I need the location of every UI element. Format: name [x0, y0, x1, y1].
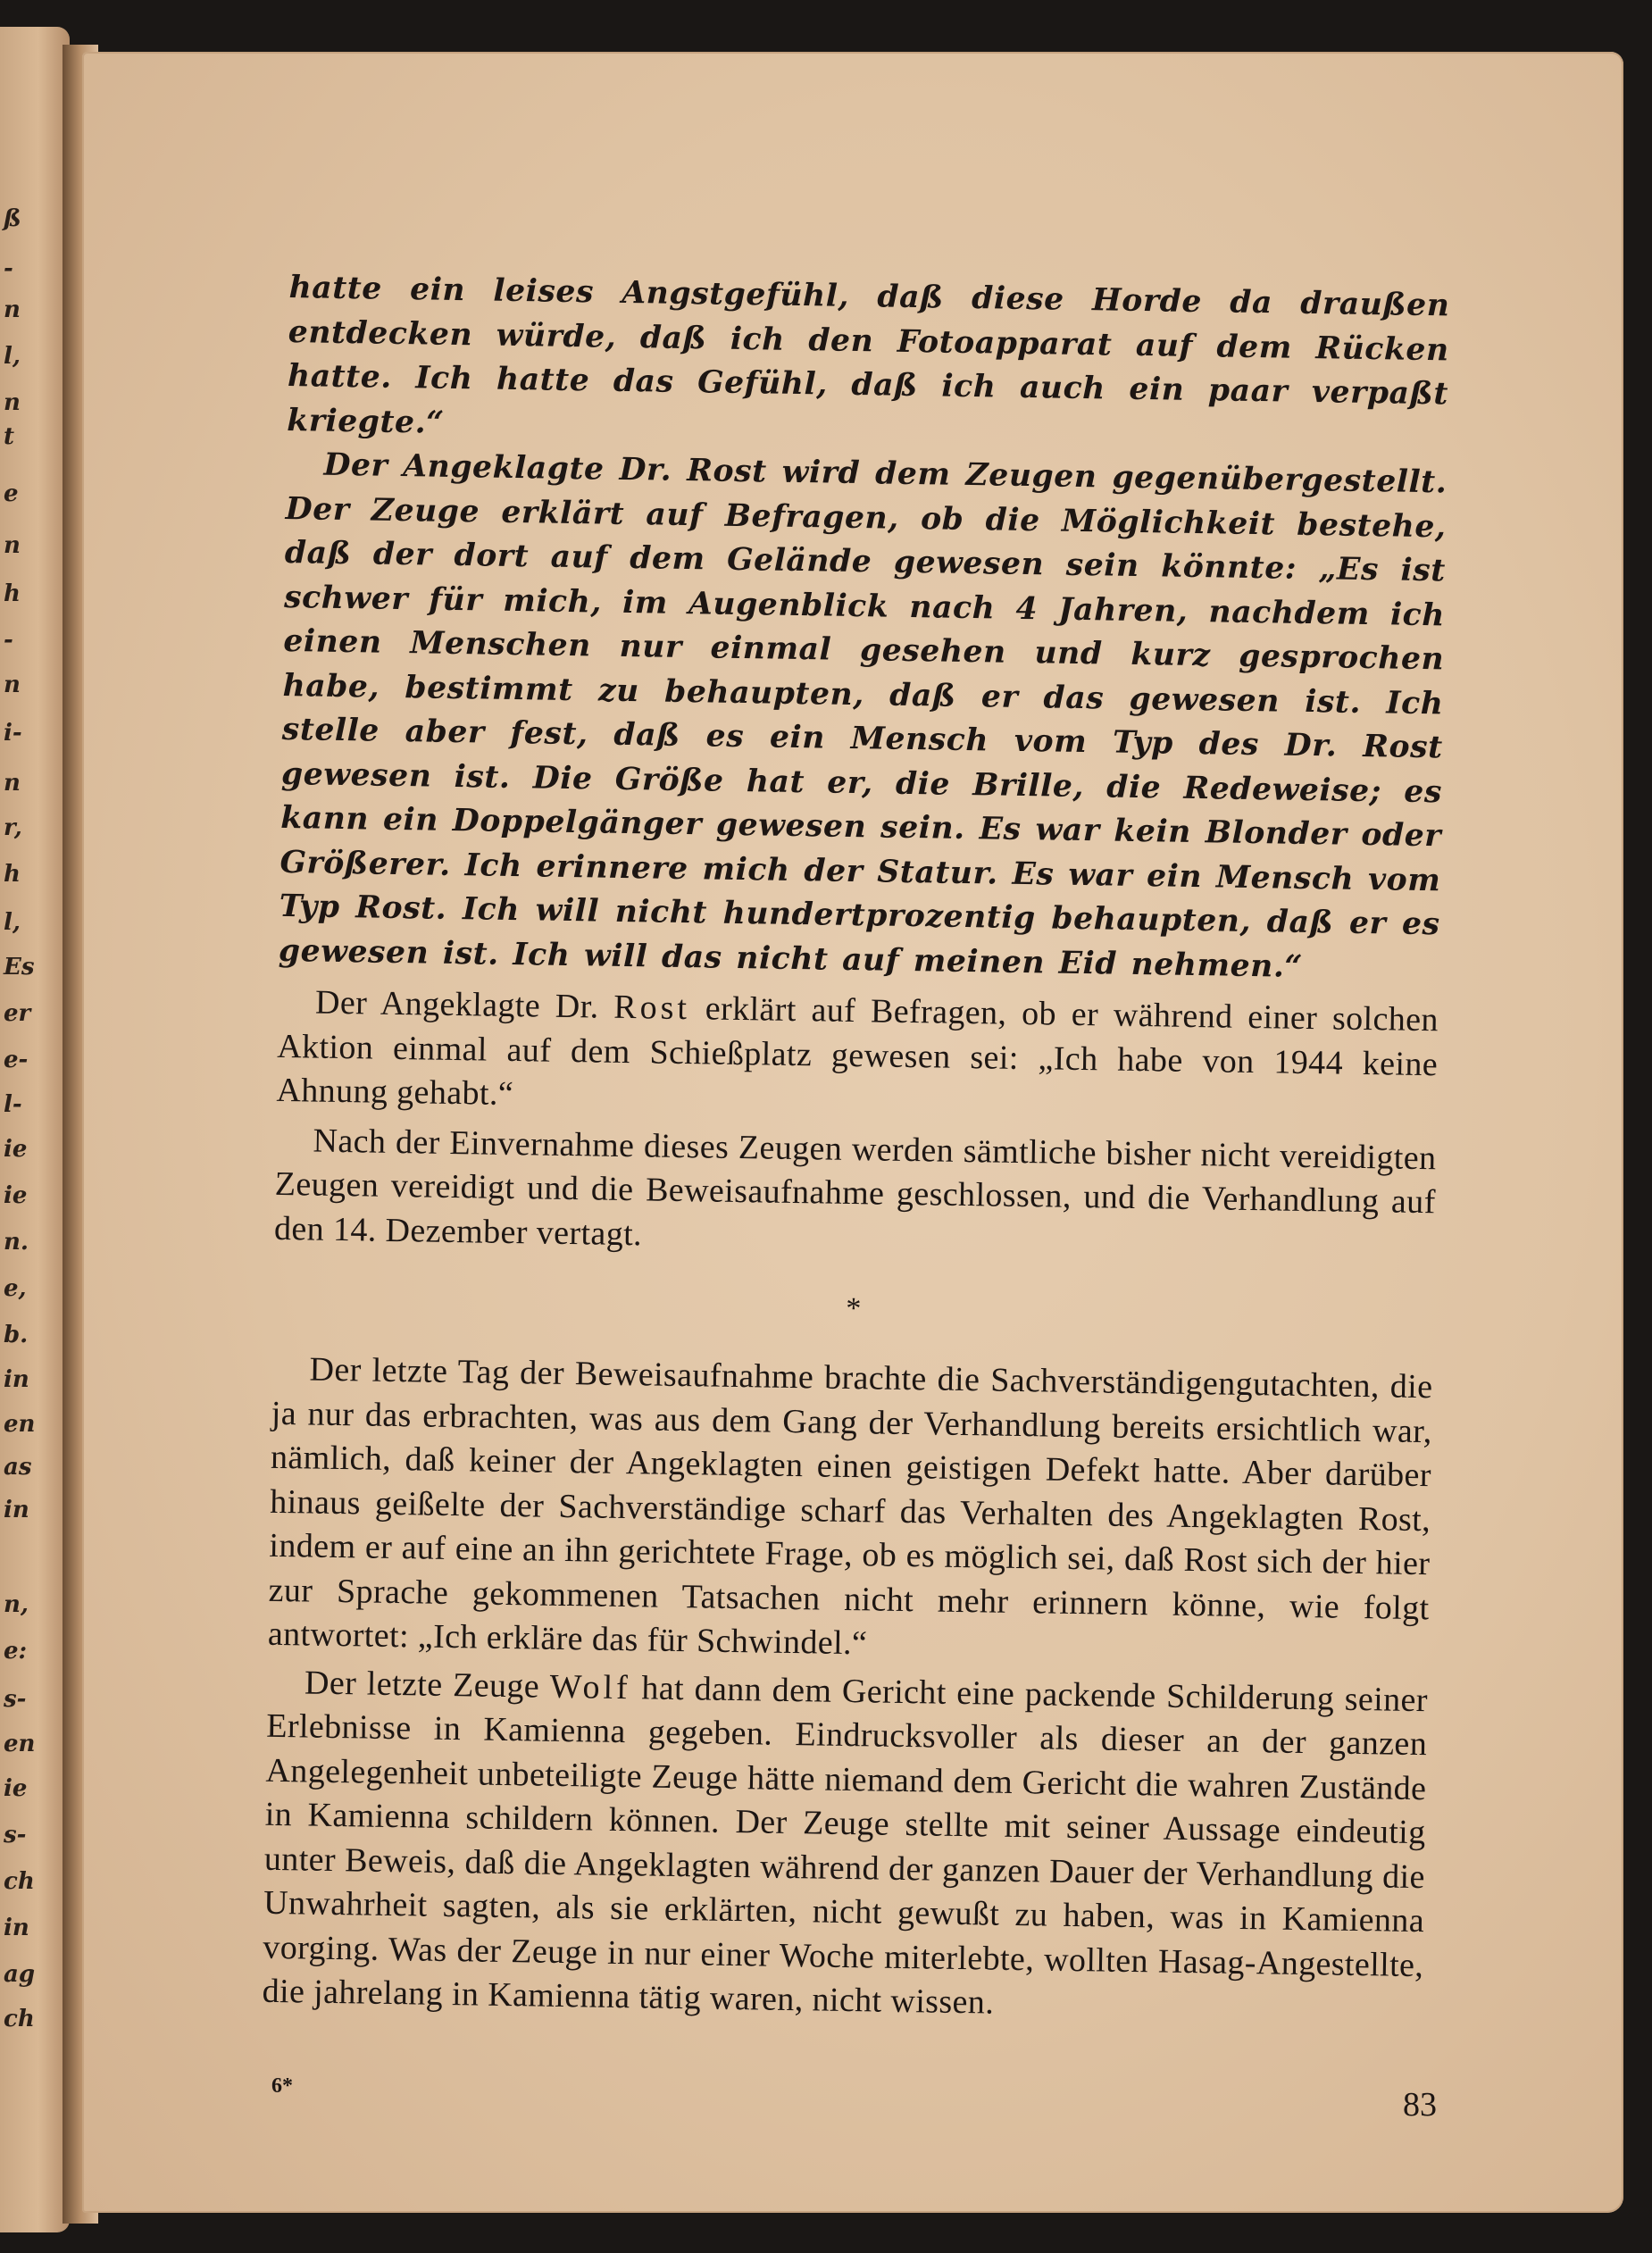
edge-fragment: ch — [4, 1868, 35, 1895]
paragraph-adjournment: Nach der Einvernahme dieses Zeugen werden sämtliche bisher nicht vereidigten Zeugen vereidigt und die Beweisaufnahme geschlossen, und die Verhandlung auf den 14. Dezember vertagt. — [273, 1122, 1437, 1253]
edge-fragment: h — [4, 580, 21, 607]
edge-fragment: in — [4, 1915, 29, 1941]
edge-fragment: i- — [4, 720, 22, 747]
edge-fragment: er — [4, 1000, 31, 1027]
edge-fragment: n, — [4, 1591, 29, 1618]
edge-fragment: ß — [4, 205, 21, 232]
edge-fragment: - — [4, 255, 13, 282]
section-break-asterisk: * — [845, 1291, 862, 1326]
edge-fragment: n — [4, 389, 21, 416]
edge-fragment: - — [4, 627, 13, 654]
edge-fragment: r, — [4, 814, 22, 841]
previous-page-edge — [0, 27, 70, 2232]
edge-fragment: l, — [4, 343, 21, 370]
witness-name: Wolf — [549, 1667, 632, 1706]
edge-fragment: n — [4, 532, 21, 559]
text-run: Der Angeklagte Dr. — [314, 983, 614, 1026]
edge-fragment: n — [4, 296, 21, 323]
edge-fragment: ie — [4, 1136, 28, 1163]
text-run: Der letzte Zeuge — [304, 1663, 551, 1706]
edge-fragment: in — [4, 1497, 29, 1523]
edge-fragment: e: — [4, 1638, 28, 1665]
edge-fragment: h — [4, 861, 21, 888]
page-number: 83 — [1403, 2086, 1437, 2124]
book-page — [82, 52, 1623, 2213]
edge-fragment: t — [4, 423, 15, 450]
edge-fragment: ie — [4, 1182, 28, 1209]
edge-fragment: en — [4, 1731, 36, 1757]
edge-fragment: ie — [4, 1775, 28, 1802]
paragraph-rost-answer — [276, 980, 1439, 1131]
narrative-section — [274, 980, 1439, 1269]
edge-fragment: en — [4, 1411, 36, 1438]
edge-fragment: e — [4, 480, 19, 507]
paragraph-expert-reports: Der letzte Tag der Beweisaufnahme brachte die Sachverständigengutachten, die ja nur das erbrachten, was aus dem Gang der Verhandlung bereits ersichtlich war, nämlich, daß keiner der Angeklagten einen geistigen Defekt hatte. Aber darüber hinaus geißelte der Sachverständige scharf das Verhalten des Angeklagten Rost, indem er auf eine an ihn gerichtete Frage, ob es möglich sei, daß Rost sich der hier zur Sprache gekommenen Tatsachen nicht mehr erinnern könne, wie folgt antwortet: „Ich erkläre das für Schwindel.“ — [267, 1350, 1433, 1663]
edge-fragment: b. — [4, 1322, 29, 1348]
edge-fragment: l- — [4, 1091, 22, 1118]
edge-fragment: as — [4, 1454, 32, 1481]
defendant-name: Rost — [613, 988, 691, 1028]
page-body — [262, 266, 1450, 2032]
edge-fragment: Es — [4, 954, 35, 980]
text-run: hat dann dem Gericht eine packende Schilderung seiner Erlebnisse in Kamienna gegeben. Eindrucksvoller als dieser an der ganzen Angelegenheit unbeteiligte Zeuge hätte niemand dem Gericht die wahren Zustände in Kamienna schildern können. Der Zeuge stellte mit seiner Aussage eindeutig unter Beweis, daß die Angeklagten während der ganzen Dauer der Verhandlung die Unwahrheit sagten, als sie erklärten, nicht gewußt zu haben, was in Kamienna vorging. Was der Zeuge in nur einer Woche miterlebte, wollten Hasag-Angestellte, die jahrelang in Kamienna tätig waren, nicht wissen. — [262, 1668, 1429, 2022]
edge-fragment: in — [4, 1366, 29, 1393]
signature-mark: 6* — [271, 2074, 293, 2098]
edge-fragment: s- — [4, 1686, 27, 1713]
edge-fragment: e- — [4, 1047, 29, 1073]
edge-fragment: ch — [4, 2006, 35, 2032]
closing-section — [262, 1348, 1433, 2032]
edge-fragment: n. — [4, 1229, 29, 1256]
edge-fragment: l, — [4, 909, 21, 936]
edge-fragment: e, — [4, 1275, 27, 1302]
testimony-paragraph: hatte ein leises Angstgefühl, daß diese Horde da draußen entdecken würde, daß ich den Fotoapparat auf dem Rücken hatte. Ich hatte das Gefühl, daß ich auch ein paar verpaßt kriegte.“ — [286, 269, 1450, 441]
testimony-paragraph: Der Angeklagte Dr. Rost wird dem Zeugen gegenübergestellt. Der Zeuge erklärt auf Befragen, ob die Möglichkeit bestehe, daß der dort auf dem Gelände gewesen sein könnte: „Es ist schwer für mich, im Augenblick nach 4 Jahren, nachdem ich einen Menschen nur einmal gesehen und kurz gesprochen habe, bestimmt zu behaupten, daß er das gewesen ist. Ich stelle aber fest, daß es ein Mensch vom Typ des Dr. Rost gewesen ist. Die Größe hat er, die Brille, die Redeweise; es kann ein Doppelgänger gewesen sein. Es war kein Blonder oder Größerer. Ich erinnere mich der Statur. Es war ein Mensch vom Typ Rost. Ich will nicht hundertprozentig behaupten, daß er es gewesen ist. Ich will das nicht auf meinen Eid nehmen.“ — [278, 446, 1448, 985]
testimony-section — [279, 266, 1450, 991]
edge-fragment: n — [4, 770, 21, 797]
edge-fragment: ag — [4, 1961, 36, 1988]
text-run: erklärt auf Befragen, ob er während einer solchen Aktion einmal auf dem Schießplatz gewesen sei: „Ich habe von 1944 keine Ahnung gehabt.“ — [276, 989, 1439, 1114]
edge-fragment: n — [4, 672, 21, 698]
paragraph-witness-wolf — [262, 1660, 1428, 2032]
edge-fragment: s- — [4, 1822, 27, 1848]
